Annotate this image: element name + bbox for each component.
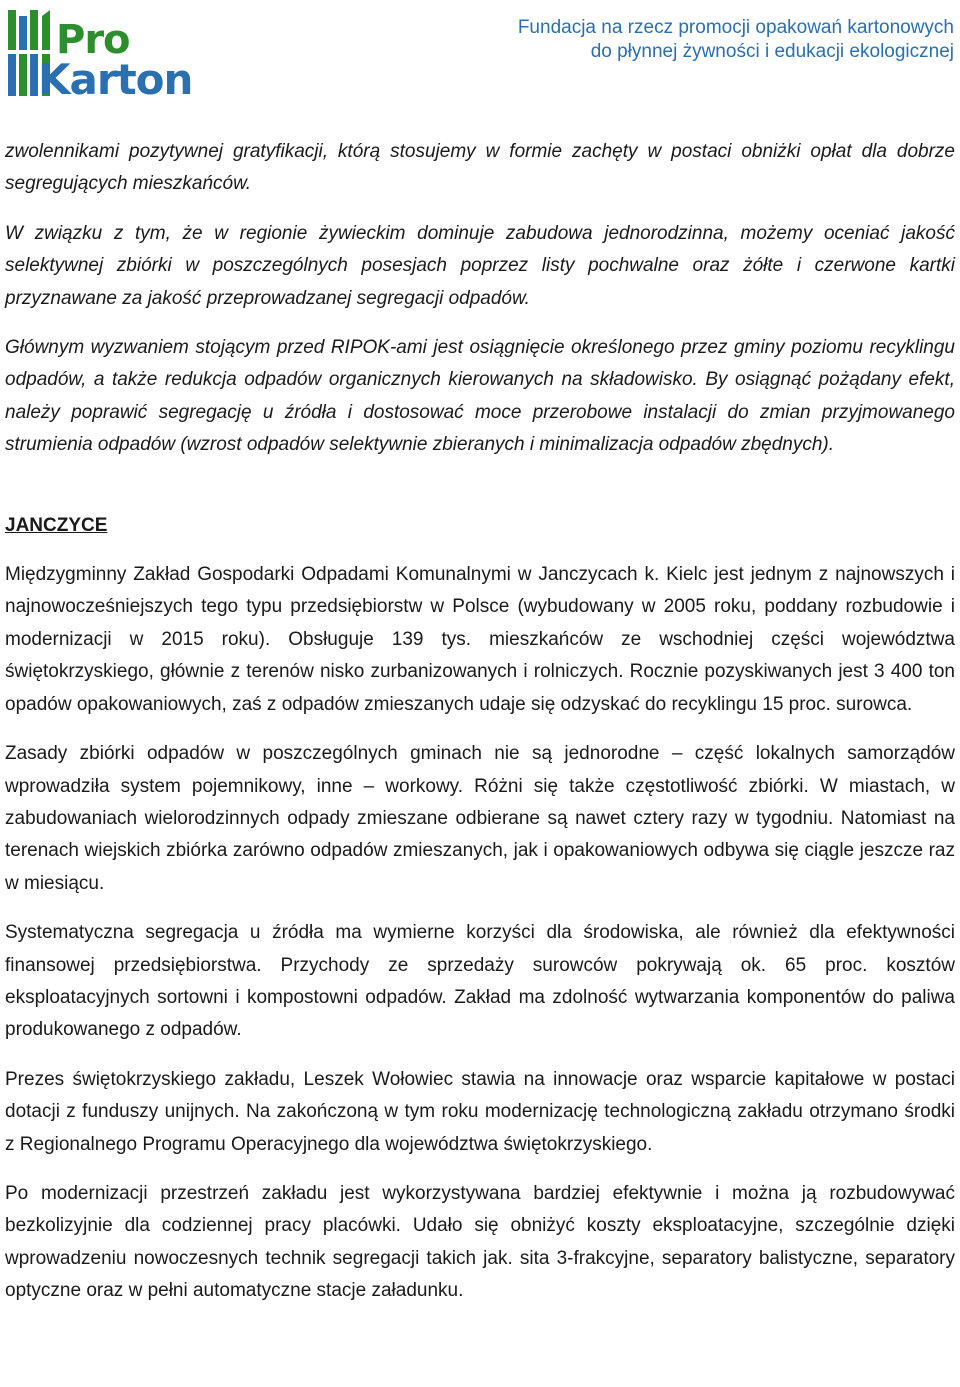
- prokarton-logo: [6, 6, 206, 102]
- paragraph-3: Głównym wyzwaniem stojącym przed RIPOK-ami jest osiągnięcie określonego przez gminy poziomu recyklingu odpadów, a także redukcja odpadów organicznych kierowanych na składowisko. By osiągnąć pożądany efekt, należy poprawić segregację u źródła i dostosować moce przerobowe instalacji do zmian przyjmowanego strumienia odpadów (wzrost odpadów selektywnie zbieranych i minimalizacja odpadów zbędnych).: [5, 337, 955, 456]
- org-line-1: Fundacja na rzecz promocji opakowań kartonowych: [517, 17, 954, 38]
- page-header: [0, 0, 960, 110]
- paragraph-2: W związku z tym, że w regionie żywieckim dominuje zabudowa jednorodzinna, możemy oceniać jakość selektywnej zbiórki w poszczególnych posesjach poprzez listy pochwalne oraz żółte i czerwone kartki przyznawane za jakość przeprowadzanej segregacji odpadów.: [5, 222, 955, 309]
- paragraph-8: Po modernizacji przestrzeń zakładu jest wykorzystywana bardziej efektywnie i można ją rozbudowywać bezkolizyjnie dla codziennej pracy placówki. Udało się obniżyć koszty eksploatacyjne, szczególnie dzięki wprowadzeniu nowoczesnych technik segregacji takich jak. sita 3-frakcyjne, separatory balistyczne, separatory optyczne oraz w pełni automatyczne stacje załadunku.: [5, 1182, 955, 1302]
- org-line-2: do płynnej żywności i edukacji ekologicznej: [590, 41, 954, 62]
- organization-name: [518, 16, 954, 64]
- paragraph-4: Międzygminny Zakład Gospodarki Odpadami Komunalnymi w Janczycach k. Kielc jest jednym z najnowszych i najnowocześniejszych tego typu przedsiębiorstw w Polsce (wybudowany w 2005 roku, poddany rozbudowie i modernizacji w 2015 roku). Obsługuje 139 tys. mieszkańców ze wschodniej części województwa świętokrzyskiego, głównie z terenów nisko zurbanizowanych i rolniczych. Rocznie pozyskiwanych jest 3 400 ton opadów opakowaniowych, zaś z odpadów zmieszanych udaje się odzyskać do recyklingu 15 proc. surowca.: [5, 564, 955, 715]
- section-heading-janczyce: JANCZYCE: [5, 514, 108, 536]
- paragraph-5: Zasady zbiórki odpadów w poszczególnych gminach nie są jednorodne – część lokalnych samorządów wprowadziła system pojemnikowy, inne – workowy. Różni się także częstotliwość zbiórki. W miastach, w zabudowaniach wielorodzinnych odpady zmieszane odbierane są nawet cztery razy w tygodniu. Natomiast na terenach wiejskich zbiórka zarówno odpadów zmieszanych, jak i opakowaniowych odbywa się ciągle jeszcze raz w miesiącu.: [5, 743, 955, 894]
- paragraph-7: Prezes świętokrzyskiego zakładu, Leszek Wołowiec stawia na innowacje oraz wsparcie kapitałowe w postaci dotacji z funduszy unijnych. Na zakończoną w tym roku modernizację technologiczną zakładu otrzymano środki z Regionalnego Programu Operacyjnego dla województwa świętokrzyskiego.: [5, 1068, 955, 1155]
- document-body: [5, 136, 955, 1308]
- paragraph-1: zwolennikami pozytywnej gratyfikacji, którą stosujemy w formie zachęty w postaci obniżki opłat dla dobrze segregujących mieszkańców.: [5, 141, 955, 195]
- logo-text-pro: Pro: [56, 17, 130, 63]
- paragraph-6: Systematyczna segregacja u źródła ma wymierne korzyści dla środowiska, ale również dla efektywności finansowej przedsiębiorstwa. Przychody ze sprzedaży surowców pokrywają ok. 65 proc. kosztów eksploatacyjnych sortowni i kompostowni odpadów. Zakład ma zdolność wytwarzania komponentów do paliwa produkowanego z odpadów.: [5, 922, 955, 1041]
- logo-text-karton: Karton: [38, 55, 193, 104]
